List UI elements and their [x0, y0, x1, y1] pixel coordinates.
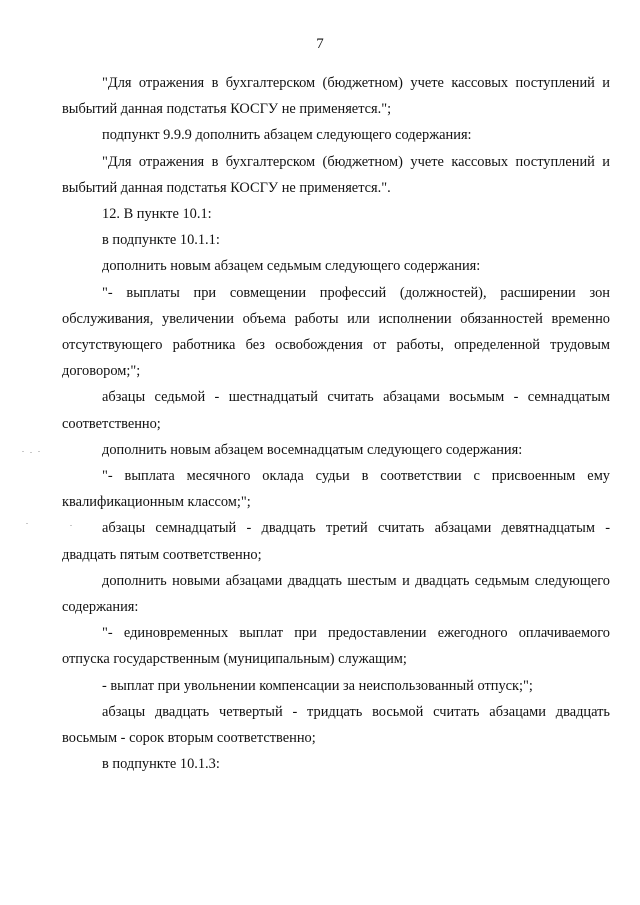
paragraph-3: "Для отражения в бухгалтерском (бюджетном) учете кассовых поступлений и выбытий данная подстатья КОСГУ не применяется.". [62, 153, 610, 196]
page-number: 7 [316, 36, 324, 52]
paragraph-11: абзацы семнадцатый - двадцать третий считать абзацами девятнадцатым - двадцать пятым соответственно; [62, 520, 610, 563]
paragraph-5: в подпункте 10.1.1: [102, 232, 220, 249]
paragraph-15: абзацы двадцать четвертый - тридцать восьмой считать абзацами двадцать восьмым - сорок вторым соответственно; [62, 703, 610, 747]
paragraph-10: "- выплата месячного оклада судьи в соответствии с присвоенным ему квалификационным классом;"; [62, 468, 610, 511]
scan-speck [70, 525, 72, 526]
paragraph-13: "- единовременных выплат при предоставлении ежегодного оплачиваемого отпуска государственным (муниципальным) служащим; [62, 625, 610, 668]
scan-speck [26, 523, 28, 524]
paragraph-6: дополнить новым абзацем седьмым следующего содержания: [102, 258, 481, 275]
paragraph-12: дополнить новыми абзацами двадцать шестым и двадцать седьмым следующего содержания: [62, 572, 610, 616]
scan-speck [38, 451, 40, 452]
paragraph-4: 12. В пункте 10.1: [102, 206, 212, 223]
paragraph-14: - выплат при увольнении компенсации за неиспользованный отпуск;"; [102, 677, 533, 694]
paragraph-8: абзацы седьмой - шестнадцатый считать абзацами восьмым - семнадцатым соответственно; [62, 389, 610, 432]
paragraph-16: в подпункте 10.1.3: [102, 756, 220, 773]
document-body [62, 70, 610, 777]
scan-speck [30, 452, 32, 453]
paragraph-7: "- выплаты при совмещении профессий (должностей), расширении зон обслуживания, увеличении объема работы или исполнении обязанностей временно отсутствующего работника без освобождения от работы, определенной трудовым договором;"; [62, 284, 610, 380]
paragraph-1: "Для отражения в бухгалтерском (бюджетном) учете кассовых поступлений и выбытий данная подстатья КОСГУ не применяется."; [62, 75, 610, 118]
paragraph-2: подпункт 9.9.9 дополнить абзацем следующего содержания: [102, 127, 472, 144]
paragraph-9: дополнить новым абзацем восемнадцатым следующего содержания: [102, 441, 523, 458]
scan-speck [22, 451, 24, 452]
